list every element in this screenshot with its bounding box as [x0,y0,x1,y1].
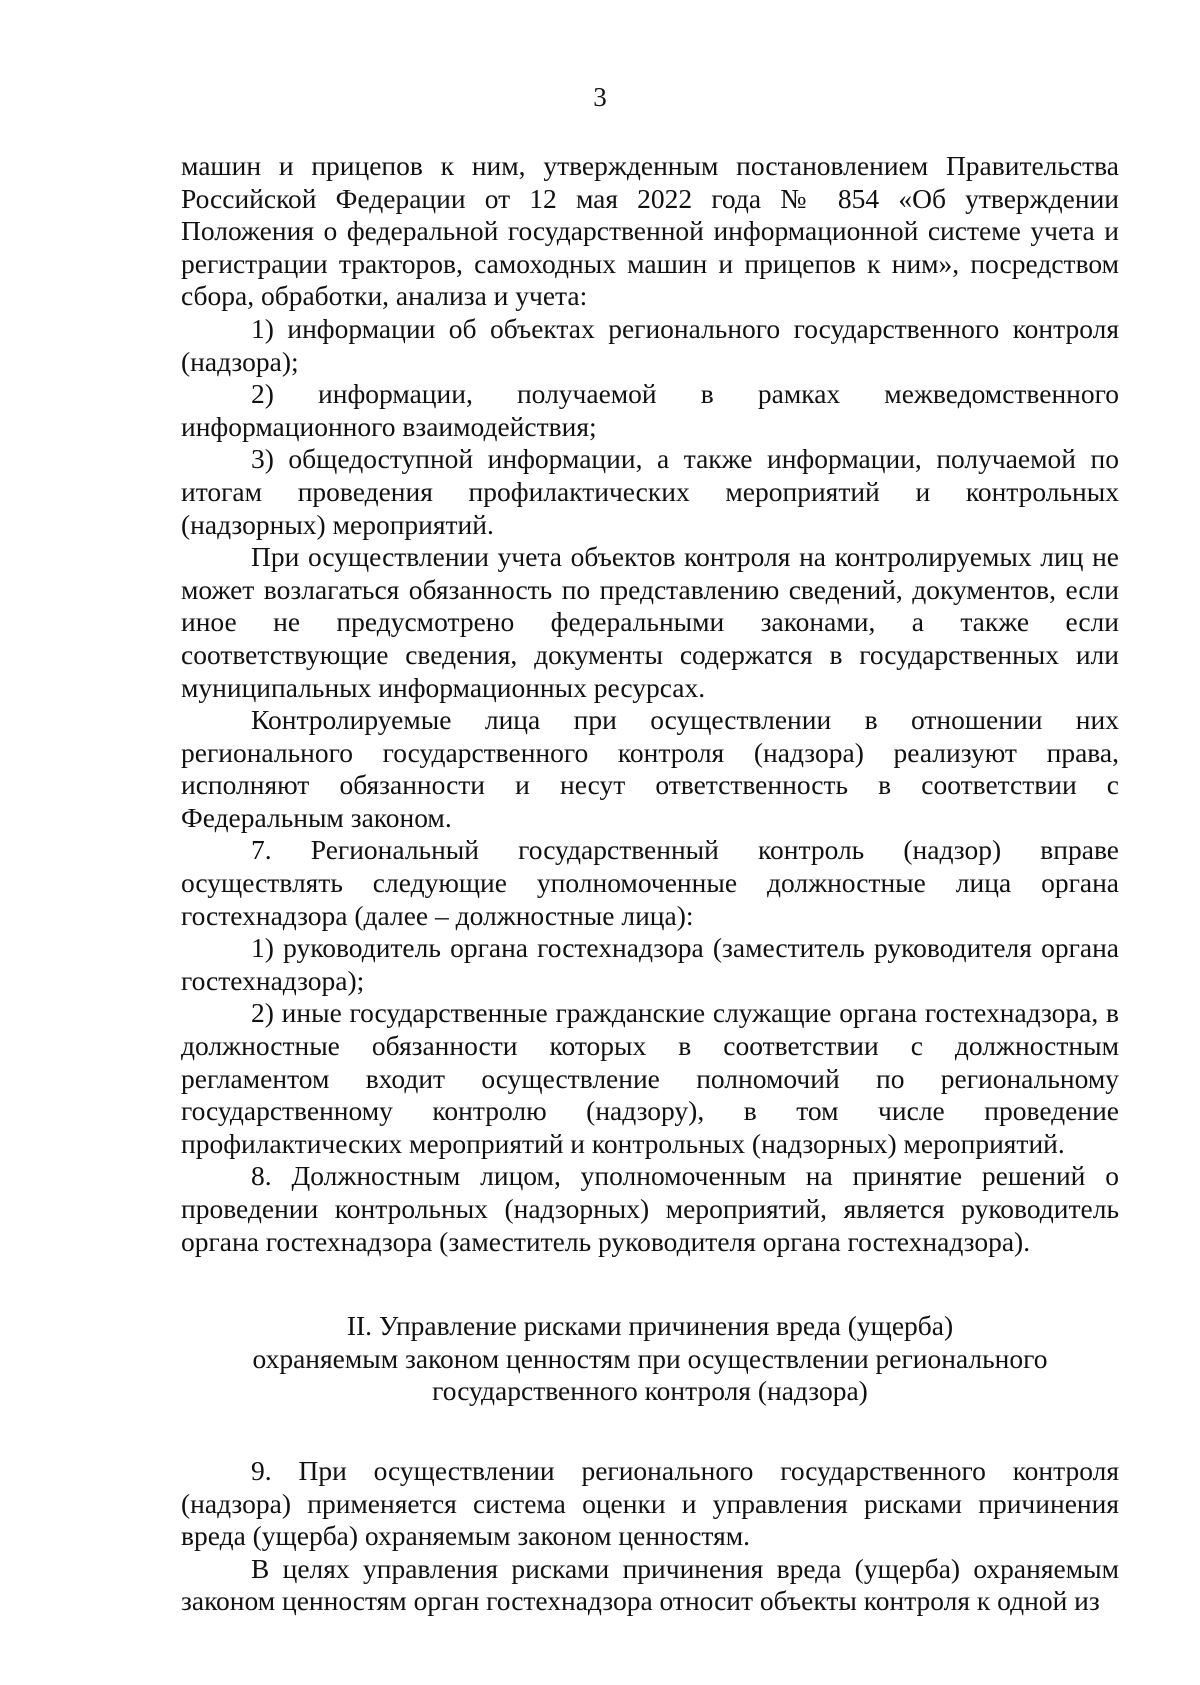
paragraph-controlled-persons: Контролируемые лица при осуществлении в отношении них регионального государственного контроля (надзора) реализуют права, исполняют обязанности и несут ответственность в соответствии с Федеральным законом. [181,704,1119,833]
list-item-2: 2) информации, получаемой в рамках межведомственного информационного взаимодействия; [181,378,1119,442]
paragraph-risk-management: В целях управления рисками причинения вреда (ущерба) охраняемым законом ценностям орган гостехнадзора относит объекты контроля к одной из [181,1552,1119,1617]
list-item-1: 1) информации об объектах регионального государственного контроля (надзора); [181,312,1119,377]
page-number: 3 [593,82,607,112]
clause-7-item-2: 2) иные государственные гражданские служащие органа гостехнадзора, в должностные обязанности которых в соответствии с должностным регламентом входит осуществление полномочий по региональному государственному контролю (надзору), в том числе проведение профилактических мероприятий и контрольных (надзорных) мероприятий. [181,997,1119,1159]
clause-9: 9. При осуществлении регионального государственного контроля (надзора) применяется система оценки и управления рисками причинения вреда (ущерба) охраняемым законом ценностям. [181,1454,1119,1552]
clause-7-item-1: 1) руководитель органа гостехнадзора (заместитель руководителя органа гостехнадзора); [181,932,1119,996]
section-title [181,1310,1119,1408]
clause-8: 8. Должностным лицом, уполномоченным на принятие решений о проведении контрольных (надзорных) мероприятий, является руководитель органа гостехнадзора (заместитель руководителя органа гостехнадзора). [181,1160,1119,1257]
document-body [181,150,1119,1618]
list-item-3: 3) общедоступной информации, а также информации, получаемой по итогам проведения профилактических мероприятий и контрольных (надзорных) мероприятий. [181,443,1119,540]
paragraph-continuation: машин и прицепов к ним, утвержденным постановлением Правительства Российской Федерации от 12 мая 2022 года № 854 «Об утверждении Положения о федеральной государственной информационной системе учета и регистрации тракторов, самоходных машин и прицепов к ним», посредством сбора, обработки, анализа и учета: [181,150,1119,312]
section-title-line-3: государственного контроля (надзора) [432,1375,868,1407]
clause-7: 7. Региональный государственный контроль (надзор) вправе осуществлять следующие уполномоченные должностные лица органа гостехнадзора (далее – должностные лица): [181,834,1119,931]
section-title-line-1: II. Управление рисками причинения вреда (ущерба) [346,1310,954,1342]
section-title-line-2: охраняемым законом ценностям при осуществлении регионального [252,1342,1048,1374]
paragraph-accounting: При осуществлении учета объектов контроля на контролируемых лиц не может возлагаться обязанность по представлению сведений, документов, если иное не предусмотрено федеральными законами, а также если соответствующие сведения, документы содержатся в государственных или муниципальных информационных ресурсах. [181,541,1119,703]
